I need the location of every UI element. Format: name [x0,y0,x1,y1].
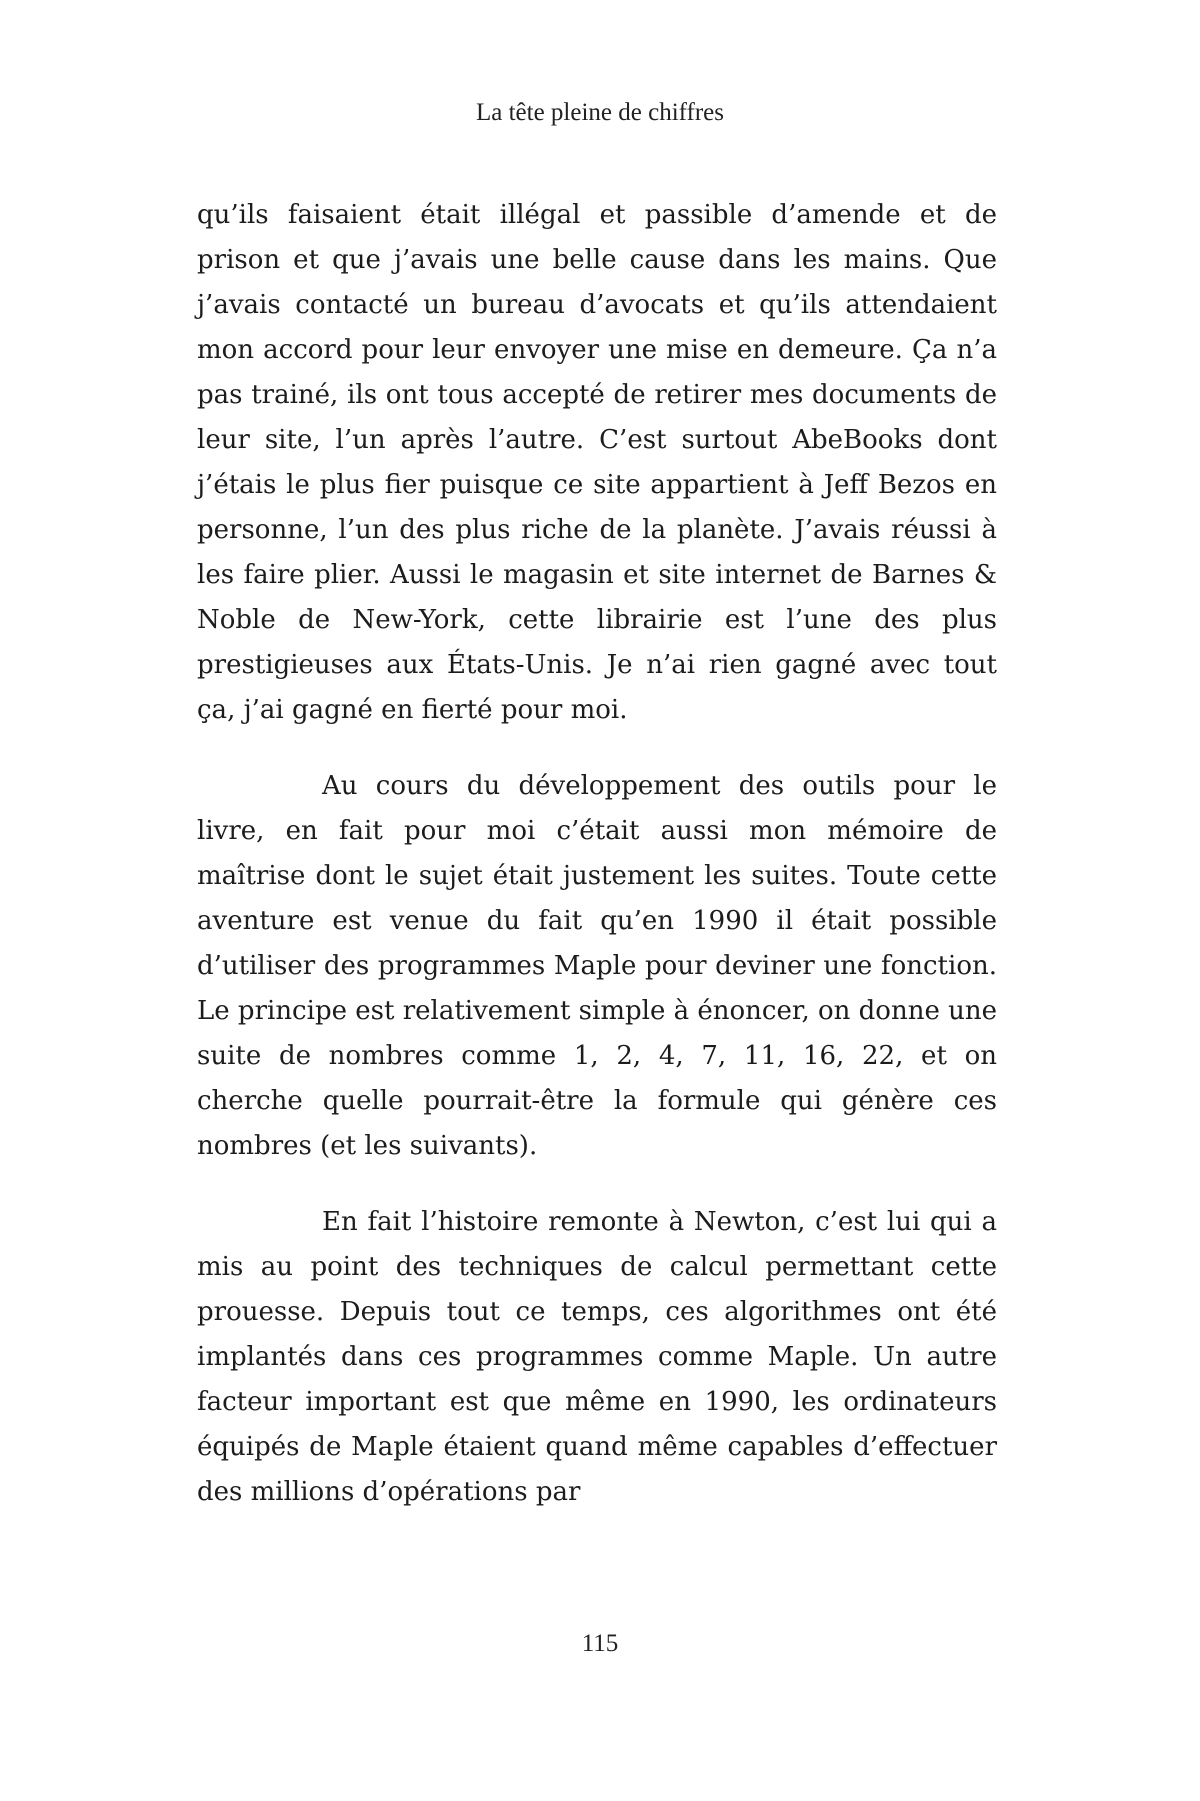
paragraph-2: Au cours du développement des outils pour le livre, en fait pour moi c’était aussi mon mémoire de maîtrise dont le sujet était justement les suites. Toute cette aventure est venue du fait qu’en 1990 il était possible d’utiliser des programmes Maple pour deviner une fonction. Le principe est relativement simple à énoncer, on donne une suite de nombres comme 1, 2, 4, 7, 11, 16, 22, et on cherche quelle pourrait-être la formule qui génère ces nombres (et les suivants). [197,771,997,1161]
paragraph-1: qu’ils faisaient était illégal et passible d’amende et de prison et que j’avais une belle cause dans les mains. Que j’avais contacté un bureau d’avocats et qu’ils attendaient mon accord pour leur envoyer une mise en demeure. Ça n’a pas trainé, ils ont tous accepté de retirer mes documents de leur site, l’un après l’autre. C’est surtout AbeBooks dont j’étais le plus fier puisque ce site appartient à Jeff Bezos en personne, l’un des plus riche de la planète. J’avais réussi à les faire plier. Aussi le magasin et site internet de Barnes & Noble de New-York, cette librairie est l’une des plus prestigieuses aux États-Unis. Je n’ai rien gagné avec tout ça, j’ai gagné en fierté pour moi. [197,200,997,725]
body-text [197,193,997,1515]
page-number: 115 [581,1630,619,1657]
running-title: La tête pleine de chiffres [475,99,725,126]
paragraph-3: En fait l’histoire remonte à Newton, c’est lui qui a mis au point des techniques de calcul permettant cette prouesse. Depuis tout ce temps, ces algorithmes ont été implantés dans ces programmes comme Maple. Un autre facteur important est que même en 1990, les ordinateurs équipés de Maple étaient quand même capables d’effectuer des millions d’opérations par [197,1207,997,1507]
